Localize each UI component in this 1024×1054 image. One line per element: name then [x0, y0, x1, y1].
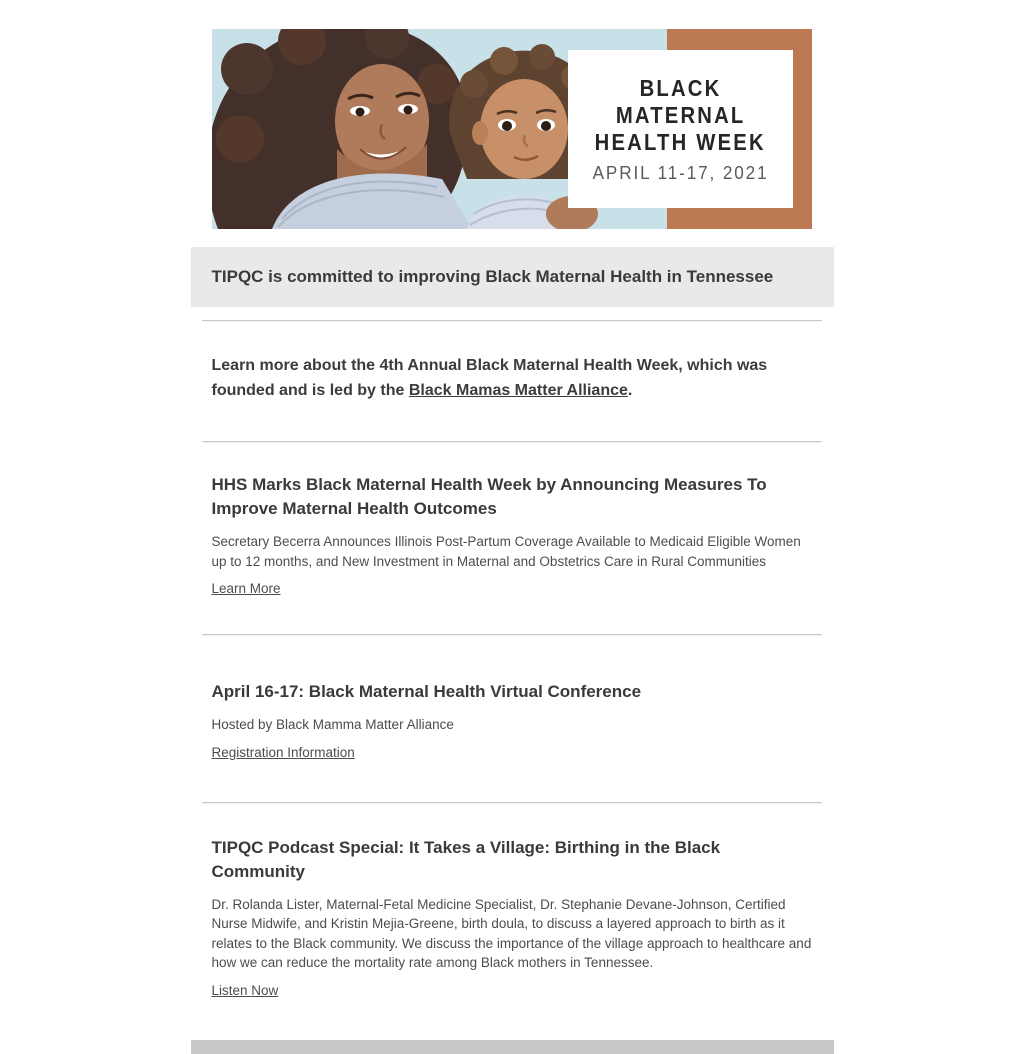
section-heading: HHS Marks Black Maternal Health Week by Announcing Measures To Improve Maternal Health Outcomes	[211, 475, 767, 518]
section-heading: April 16-17: Black Maternal Health Virtual Conference	[211, 682, 642, 701]
footer-bar	[191, 1040, 834, 1054]
email-newsletter	[191, 0, 834, 1054]
intro-section	[191, 322, 834, 441]
hero-title-line-1: BLACK	[639, 74, 722, 101]
section-body: Secretary Becerra Announces Illinois Post-Partum Coverage Available to Medicaid Eligible Women up to 12 months, and New Investment in Maternal and Obstetrics Care in Rural Communities	[211, 534, 801, 569]
intro-text	[212, 353, 787, 403]
hero-title-line-2: MATERNAL	[615, 101, 746, 128]
commitment-banner	[191, 247, 834, 307]
section-body: Dr. Rolanda Lister, Maternal-Fetal Medicine Specialist, Dr. Stephanie Devane-Johnson, Certified Nurse Midwife, and Kristin Mejia-Greene, birth doula, to discuss a layered approach to birth as it relates to the Black community. We discuss the importance of the village approach to healthcare and how we can reduce the mortality rate among Black mothers in Tennessee.	[211, 896, 812, 970]
listen-now-link[interactable]: Listen Now	[211, 982, 279, 998]
section-podcast-special	[191, 804, 834, 1040]
section-virtual-conference	[191, 636, 834, 802]
black-mamas-matter-alliance-link[interactable]: Black Mamas Matter Alliance	[408, 382, 628, 399]
section-body: Hosted by Black Mamma Matter Alliance	[211, 717, 454, 732]
hero-title-line-3: HEALTH WEEK	[594, 128, 767, 155]
learn-more-link[interactable]: Learn More	[211, 581, 281, 596]
hero-section	[191, 0, 834, 229]
section-heading: TIPQC Podcast Special: It Takes a Village: Birthing in the Black Community	[211, 837, 721, 881]
intro-text-after-link: .	[627, 382, 633, 399]
section-hhs-announcement	[191, 443, 834, 634]
hero-image	[212, 29, 812, 229]
hero-date-subtitle: APRIL 11-17, 2021	[592, 162, 769, 183]
intro-text-before-link: Learn more about the 4th Annual Black Maternal Health Week, which was founded and is led by the	[211, 357, 768, 399]
commitment-banner-text: TIPQC is committed to improving Black Maternal Health in Tennessee	[211, 267, 774, 286]
hero-title-card	[568, 50, 793, 208]
registration-information-link[interactable]: Registration Information	[211, 744, 355, 760]
